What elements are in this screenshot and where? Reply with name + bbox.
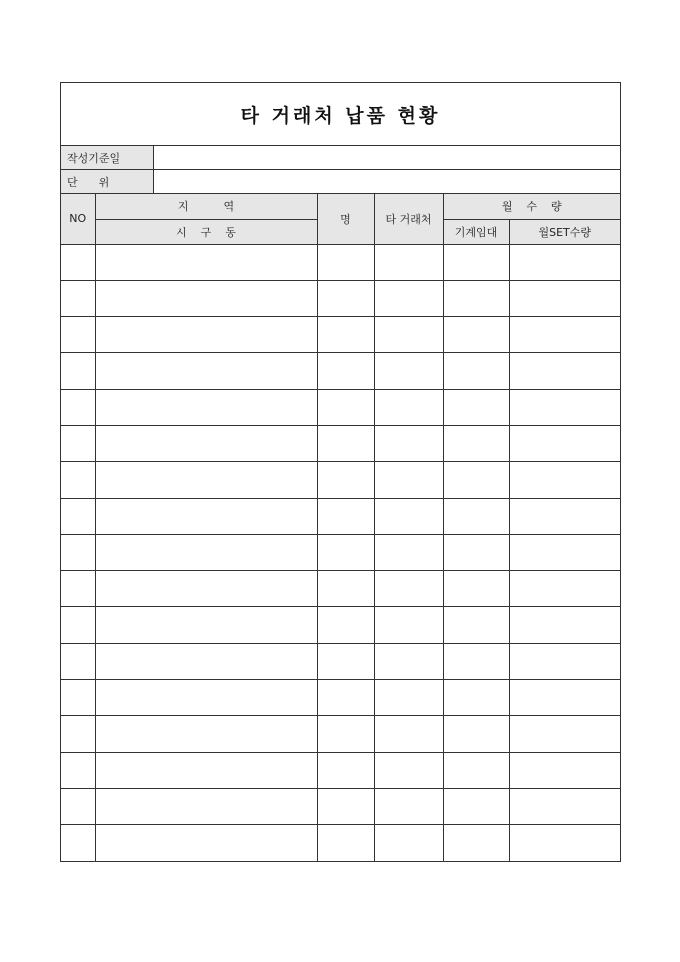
cell-other-vendor[interactable] bbox=[374, 643, 443, 679]
cell-region[interactable] bbox=[95, 280, 317, 316]
cell-monthly-set-qty[interactable] bbox=[509, 462, 620, 498]
cell-other-vendor[interactable] bbox=[374, 244, 443, 280]
cell-region[interactable] bbox=[95, 571, 317, 607]
cell-machine-rental[interactable] bbox=[443, 534, 509, 570]
cell-machine-rental[interactable] bbox=[443, 317, 509, 353]
header-name: 명 bbox=[317, 194, 374, 244]
cell-name[interactable] bbox=[317, 498, 374, 534]
date-row bbox=[61, 146, 620, 170]
cell-machine-rental[interactable] bbox=[443, 244, 509, 280]
table-row bbox=[61, 425, 620, 461]
cell-machine-rental[interactable] bbox=[443, 607, 509, 643]
cell-no[interactable] bbox=[61, 280, 95, 316]
cell-region[interactable] bbox=[95, 462, 317, 498]
cell-other-vendor[interactable] bbox=[374, 498, 443, 534]
cell-machine-rental[interactable] bbox=[443, 498, 509, 534]
cell-monthly-set-qty[interactable] bbox=[509, 680, 620, 716]
cell-machine-rental[interactable] bbox=[443, 571, 509, 607]
cell-name[interactable] bbox=[317, 280, 374, 316]
cell-name[interactable] bbox=[317, 825, 374, 861]
table-row bbox=[61, 534, 620, 570]
cell-region[interactable] bbox=[95, 788, 317, 824]
cell-no[interactable] bbox=[61, 643, 95, 679]
cell-no[interactable] bbox=[61, 534, 95, 570]
cell-other-vendor[interactable] bbox=[374, 425, 443, 461]
cell-region[interactable] bbox=[95, 716, 317, 752]
cell-other-vendor[interactable] bbox=[374, 716, 443, 752]
cell-name[interactable] bbox=[317, 716, 374, 752]
cell-monthly-set-qty[interactable] bbox=[509, 571, 620, 607]
cell-monthly-set-qty[interactable] bbox=[509, 317, 620, 353]
cell-name[interactable] bbox=[317, 244, 374, 280]
cell-no[interactable] bbox=[61, 571, 95, 607]
cell-region[interactable] bbox=[95, 607, 317, 643]
header-monthly-set-qty: 월SET수량 bbox=[509, 219, 620, 244]
cell-monthly-set-qty[interactable] bbox=[509, 389, 620, 425]
cell-region[interactable] bbox=[95, 389, 317, 425]
cell-name[interactable] bbox=[317, 788, 374, 824]
unit-row bbox=[61, 170, 620, 194]
cell-other-vendor[interactable] bbox=[374, 317, 443, 353]
cell-no[interactable] bbox=[61, 317, 95, 353]
cell-no[interactable] bbox=[61, 788, 95, 824]
header-region-sub: 시 구 동 bbox=[95, 219, 317, 244]
table-row bbox=[61, 571, 620, 607]
table-row bbox=[61, 752, 620, 788]
cell-machine-rental[interactable] bbox=[443, 425, 509, 461]
cell-no[interactable] bbox=[61, 752, 95, 788]
cell-monthly-set-qty[interactable] bbox=[509, 788, 620, 824]
cell-machine-rental[interactable] bbox=[443, 389, 509, 425]
cell-other-vendor[interactable] bbox=[374, 389, 443, 425]
unit-value-cell[interactable] bbox=[154, 170, 620, 193]
cell-region[interactable] bbox=[95, 534, 317, 570]
cell-other-vendor[interactable] bbox=[374, 353, 443, 389]
cell-machine-rental[interactable] bbox=[443, 752, 509, 788]
cell-name[interactable] bbox=[317, 607, 374, 643]
cell-other-vendor[interactable] bbox=[374, 534, 443, 570]
cell-other-vendor[interactable] bbox=[374, 752, 443, 788]
table-row bbox=[61, 498, 620, 534]
header-monthly-qty: 월 수 량 bbox=[443, 194, 620, 219]
header-no: NO bbox=[61, 194, 95, 244]
cell-monthly-set-qty[interactable] bbox=[509, 280, 620, 316]
cell-name[interactable] bbox=[317, 353, 374, 389]
cell-name[interactable] bbox=[317, 752, 374, 788]
table-row bbox=[61, 244, 620, 280]
cell-monthly-set-qty[interactable] bbox=[509, 353, 620, 389]
cell-name[interactable] bbox=[317, 462, 374, 498]
cell-no[interactable] bbox=[61, 680, 95, 716]
table-row bbox=[61, 389, 620, 425]
cell-no[interactable] bbox=[61, 498, 95, 534]
table-row bbox=[61, 825, 620, 861]
cell-monthly-set-qty[interactable] bbox=[509, 425, 620, 461]
cell-no[interactable] bbox=[61, 462, 95, 498]
delivery-table bbox=[61, 194, 620, 861]
cell-no[interactable] bbox=[61, 425, 95, 461]
cell-monthly-set-qty[interactable] bbox=[509, 643, 620, 679]
cell-name[interactable] bbox=[317, 534, 374, 570]
delivery-status-form bbox=[60, 82, 621, 862]
cell-region[interactable] bbox=[95, 643, 317, 679]
cell-machine-rental[interactable] bbox=[443, 825, 509, 861]
cell-region[interactable] bbox=[95, 498, 317, 534]
cell-no[interactable] bbox=[61, 716, 95, 752]
cell-machine-rental[interactable] bbox=[443, 643, 509, 679]
unit-label: 단 위 bbox=[61, 170, 154, 193]
cell-no[interactable] bbox=[61, 825, 95, 861]
header-other-vendor: 타 거래처 bbox=[374, 194, 443, 244]
cell-monthly-set-qty[interactable] bbox=[509, 716, 620, 752]
cell-region[interactable] bbox=[95, 353, 317, 389]
date-label: 작성기준일 bbox=[61, 146, 154, 169]
cell-region[interactable] bbox=[95, 425, 317, 461]
table-row bbox=[61, 716, 620, 752]
cell-other-vendor[interactable] bbox=[374, 462, 443, 498]
cell-name[interactable] bbox=[317, 571, 374, 607]
cell-region[interactable] bbox=[95, 752, 317, 788]
cell-region[interactable] bbox=[95, 244, 317, 280]
cell-region[interactable] bbox=[95, 825, 317, 861]
table-row bbox=[61, 680, 620, 716]
cell-machine-rental[interactable] bbox=[443, 462, 509, 498]
table-row bbox=[61, 317, 620, 353]
cell-machine-rental[interactable] bbox=[443, 680, 509, 716]
header-row-1 bbox=[61, 194, 620, 219]
cell-name[interactable] bbox=[317, 389, 374, 425]
table-row bbox=[61, 462, 620, 498]
cell-name[interactable] bbox=[317, 317, 374, 353]
cell-no[interactable] bbox=[61, 353, 95, 389]
table-row bbox=[61, 280, 620, 316]
cell-other-vendor[interactable] bbox=[374, 280, 443, 316]
cell-other-vendor[interactable] bbox=[374, 680, 443, 716]
cell-monthly-set-qty[interactable] bbox=[509, 498, 620, 534]
cell-monthly-set-qty[interactable] bbox=[509, 244, 620, 280]
cell-name[interactable] bbox=[317, 425, 374, 461]
cell-region[interactable] bbox=[95, 317, 317, 353]
cell-machine-rental[interactable] bbox=[443, 353, 509, 389]
document-title: 타 거래처 납품 현황 bbox=[240, 104, 441, 127]
title-box bbox=[61, 83, 620, 146]
cell-no[interactable] bbox=[61, 607, 95, 643]
cell-monthly-set-qty[interactable] bbox=[509, 752, 620, 788]
cell-no[interactable] bbox=[61, 244, 95, 280]
cell-no[interactable] bbox=[61, 389, 95, 425]
cell-other-vendor[interactable] bbox=[374, 788, 443, 824]
table-row bbox=[61, 607, 620, 643]
header-region: 지 역 bbox=[95, 194, 317, 219]
header-machine-rental: 기계임대 bbox=[443, 219, 509, 244]
table-row bbox=[61, 788, 620, 824]
cell-name[interactable] bbox=[317, 643, 374, 679]
cell-machine-rental[interactable] bbox=[443, 788, 509, 824]
table-row bbox=[61, 643, 620, 679]
cell-monthly-set-qty[interactable] bbox=[509, 534, 620, 570]
cell-monthly-set-qty[interactable] bbox=[509, 607, 620, 643]
cell-name[interactable] bbox=[317, 680, 374, 716]
date-value-cell[interactable] bbox=[154, 146, 620, 169]
cell-machine-rental[interactable] bbox=[443, 280, 509, 316]
table-row bbox=[61, 353, 620, 389]
cell-monthly-set-qty[interactable] bbox=[509, 825, 620, 861]
cell-region[interactable] bbox=[95, 680, 317, 716]
cell-machine-rental[interactable] bbox=[443, 716, 509, 752]
cell-other-vendor[interactable] bbox=[374, 571, 443, 607]
cell-other-vendor[interactable] bbox=[374, 825, 443, 861]
cell-other-vendor[interactable] bbox=[374, 607, 443, 643]
